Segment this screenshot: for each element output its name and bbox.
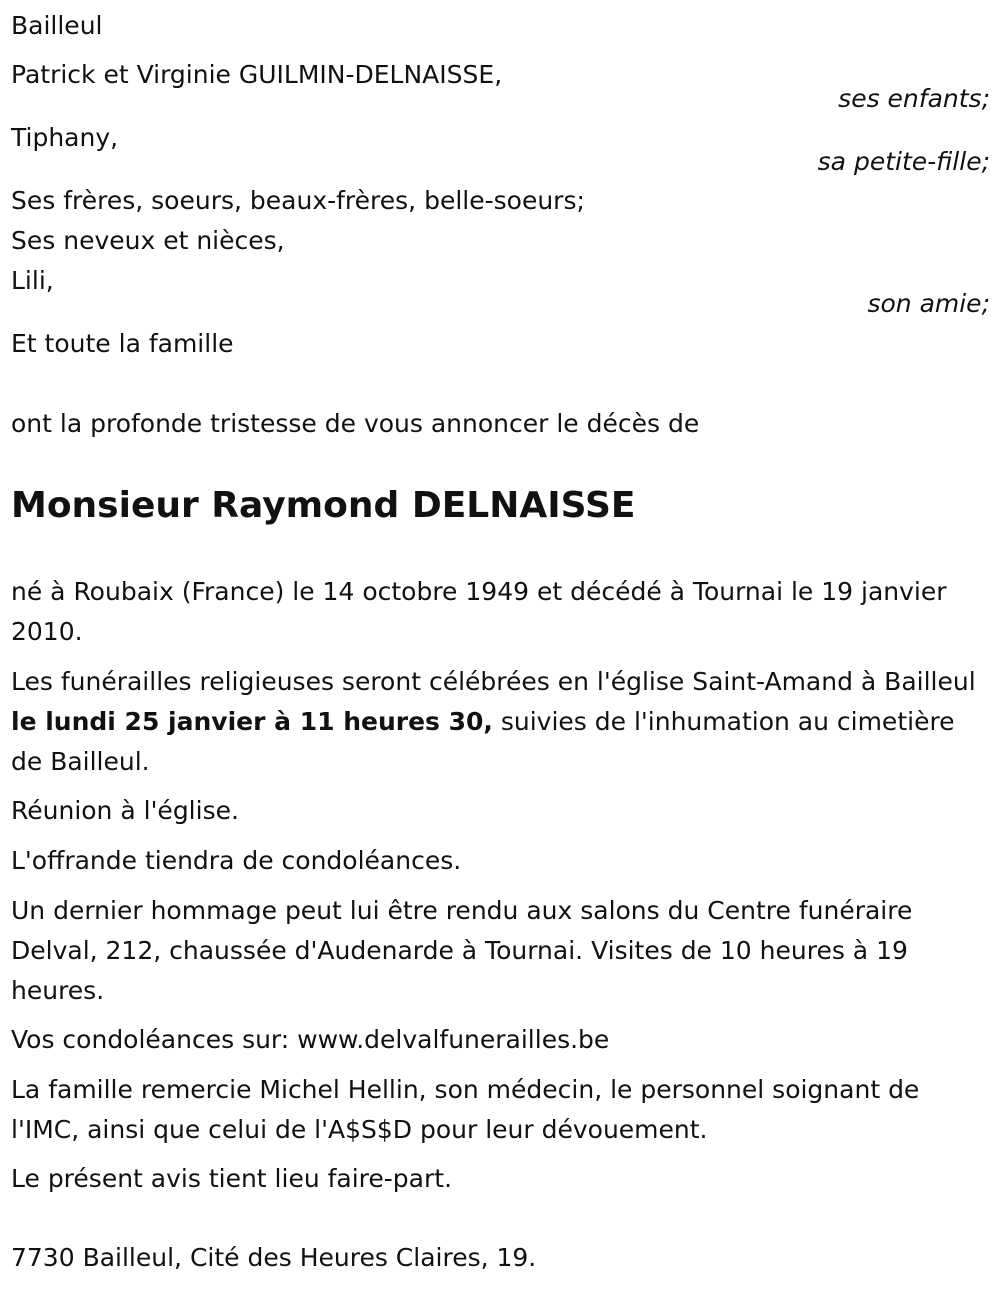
birth-death-paragraph: né à Roubaix (France) le 14 octobre 1949 et décédé à Tournai le 19 janvier 2010. (11, 577, 947, 646)
place-heading: Bailleul (11, 11, 103, 40)
deceased-name: Monsieur Raymond DELNAISSE (11, 485, 636, 526)
funeral-date-time: le lundi 25 janvier à 11 heures 30, (11, 707, 493, 736)
children-role: ses enfants; (838, 84, 990, 113)
thanks-paragraph: La famille remercie Michel Hellin, son médecin, le personnel soignant de l'IMC, ainsi que celui de l'A$S$D pour leur dévouement. (11, 1075, 920, 1144)
meeting-paragraph: Réunion à l'église. (11, 796, 239, 825)
granddaughter-role: sa petite-fille; (817, 147, 990, 176)
friend-role: son amie; (867, 289, 990, 318)
address-line: 7730 Bailleul, Cité des Heures Claires, 19. (11, 1243, 537, 1272)
tribute-paragraph: Un dernier hommage peut lui être rendu aux salons du Centre funéraire Delval, 212, chaussée d'Audenarde à Tournai. Visites de 10 heures à 19 heures. (11, 896, 913, 1005)
granddaughter-name: Tiphany, (11, 123, 119, 152)
condolences-paragraph: Vos condoléances sur: www.delvalfunerailles.be (11, 1025, 610, 1054)
friend-name: Lili, (11, 266, 54, 295)
announcement-intro: ont la profonde tristesse de vous annoncer le décès de (11, 409, 700, 438)
offering-paragraph: L'offrande tiendra de condoléances. (11, 846, 462, 875)
funeral-text-start: Les funérailles religieuses seront célébrées en l'église Saint-Amand à Bailleul (11, 667, 976, 696)
children-names: Patrick et Virginie GUILMIN-DELNAISSE, (11, 60, 503, 89)
funeral-text-end: suivies de l'inhumation au cimetière de Bailleul. (11, 707, 955, 776)
funeral-paragraph (11, 662, 986, 782)
siblings-line: Ses frères, soeurs, beaux-frères, belle-soeurs; (11, 186, 585, 215)
whole-family-line: Et toute la famille (11, 329, 234, 358)
notice-paragraph: Le présent avis tient lieu faire-part. (11, 1164, 453, 1193)
nephews-line: Ses neveux et nièces, (11, 226, 285, 255)
